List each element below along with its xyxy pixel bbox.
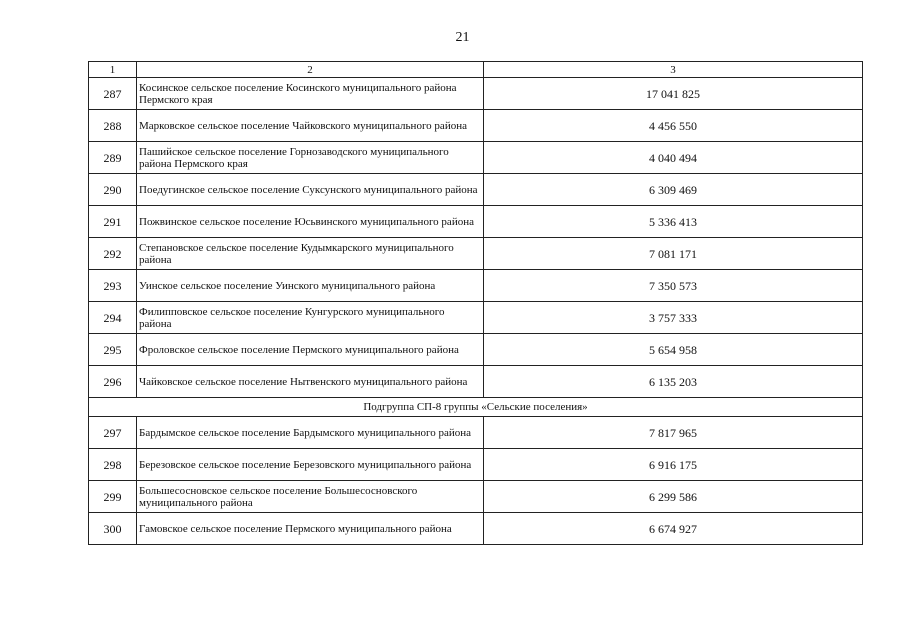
subgroup-title: Подгруппа СП-8 группы «Сельские поселения» — [89, 398, 863, 417]
amount-value: 4 456 550 — [484, 110, 863, 142]
row-number: 287 — [89, 78, 137, 110]
table-row — [89, 449, 863, 481]
amount-value: 17 041 825 — [484, 78, 863, 110]
row-number: 299 — [89, 481, 137, 513]
settlement-name: Филипповское сельское поселение Кунгурского муниципального района — [137, 302, 484, 334]
settlement-name: Поедугинское сельское поселение Суксунского муниципального района — [137, 174, 484, 206]
column-header-3: 3 — [484, 62, 863, 78]
row-number: 293 — [89, 270, 137, 302]
table-row — [89, 481, 863, 513]
table-row — [89, 206, 863, 238]
amount-value: 6 135 203 — [484, 366, 863, 398]
amount-value: 6 299 586 — [484, 481, 863, 513]
row-number: 295 — [89, 334, 137, 366]
amount-value: 6 309 469 — [484, 174, 863, 206]
row-number: 296 — [89, 366, 137, 398]
table-header-row — [89, 62, 863, 78]
table-row — [89, 270, 863, 302]
subgroup-row — [89, 398, 863, 417]
table-row — [89, 78, 863, 110]
amount-value: 4 040 494 — [484, 142, 863, 174]
settlement-name: Фроловское сельское поселение Пермского муниципального района — [137, 334, 484, 366]
settlement-name: Большесосновское сельское поселение Большесосновского муниципального района — [137, 481, 484, 513]
table-row — [89, 302, 863, 334]
table-row — [89, 417, 863, 449]
amount-value: 7 081 171 — [484, 238, 863, 270]
row-number: 300 — [89, 513, 137, 545]
settlement-name: Марковское сельское поселение Чайковского муниципального района — [137, 110, 484, 142]
amount-value: 3 757 333 — [484, 302, 863, 334]
row-number: 291 — [89, 206, 137, 238]
column-header-2: 2 — [137, 62, 484, 78]
settlement-name: Косинское сельское поселение Косинского муниципального района Пермского края — [137, 78, 484, 110]
amount-value: 6 916 175 — [484, 449, 863, 481]
amount-value: 7 817 965 — [484, 417, 863, 449]
amount-value: 7 350 573 — [484, 270, 863, 302]
settlement-name: Пашийское сельское поселение Горнозаводского муниципального района Пермского края — [137, 142, 484, 174]
table-row — [89, 334, 863, 366]
row-number: 288 — [89, 110, 137, 142]
table-row — [89, 142, 863, 174]
settlement-name: Уинское сельское поселение Уинского муниципального района — [137, 270, 484, 302]
table-row — [89, 513, 863, 545]
row-number: 297 — [89, 417, 137, 449]
table-row — [89, 174, 863, 206]
settlement-name: Пожвинское сельское поселение Юсьвинского муниципального района — [137, 206, 484, 238]
settlement-name: Чайковское сельское поселение Нытвенского муниципального района — [137, 366, 484, 398]
settlement-name: Бардымское сельское поселение Бардымского муниципального района — [137, 417, 484, 449]
row-number: 290 — [89, 174, 137, 206]
table-row — [89, 238, 863, 270]
data-table — [88, 61, 863, 545]
page-number: 21 — [455, 30, 470, 45]
settlement-name: Гамовское сельское поселение Пермского муниципального района — [137, 513, 484, 545]
amount-value: 6 674 927 — [484, 513, 863, 545]
row-number: 289 — [89, 142, 137, 174]
row-number: 292 — [89, 238, 137, 270]
row-number: 298 — [89, 449, 137, 481]
settlement-name: Березовское сельское поселение Березовского муниципального района — [137, 449, 484, 481]
column-header-1: 1 — [89, 62, 137, 78]
amount-value: 5 654 958 — [484, 334, 863, 366]
table-row — [89, 366, 863, 398]
row-number: 294 — [89, 302, 137, 334]
table-row — [89, 110, 863, 142]
settlement-name: Степановское сельское поселение Кудымкарского муниципального района — [137, 238, 484, 270]
amount-value: 5 336 413 — [484, 206, 863, 238]
